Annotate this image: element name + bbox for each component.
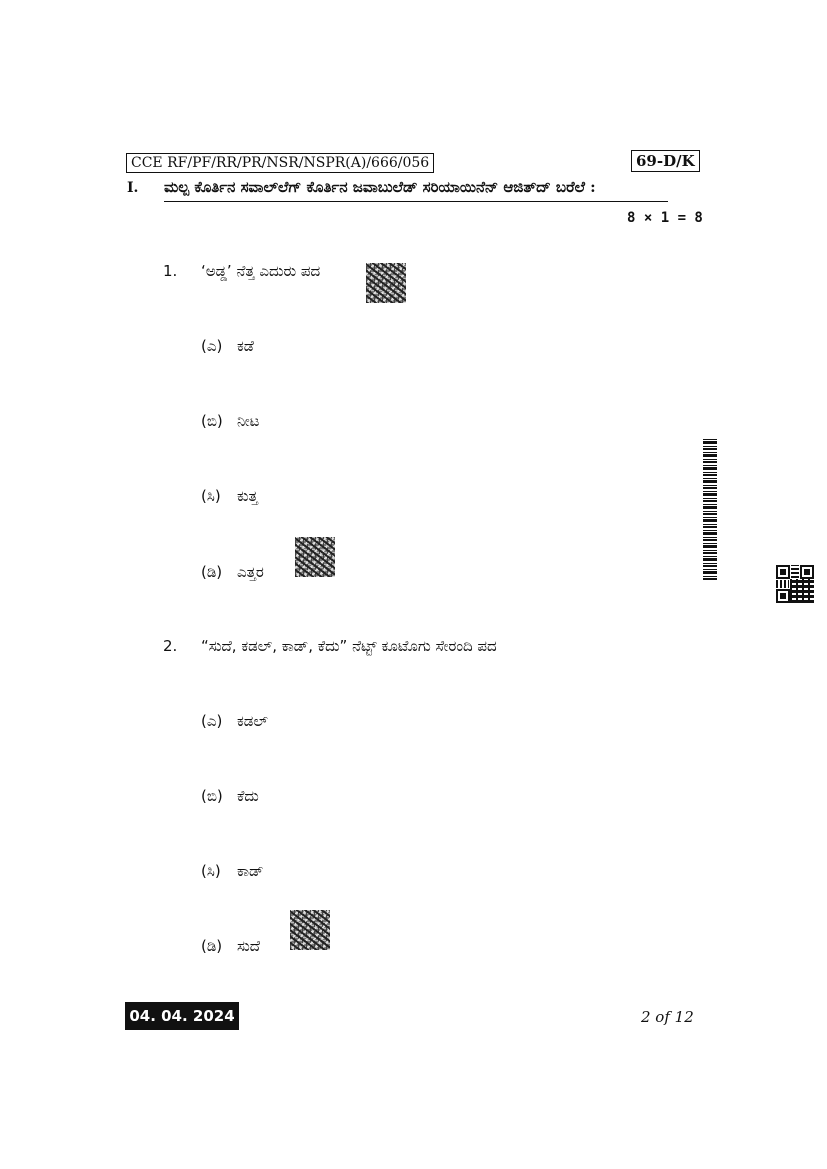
- option-text: ಕಡೆ: [237, 337, 254, 355]
- option-text: ಎತ್ತರ: [237, 563, 264, 581]
- option-item: [201, 487, 258, 505]
- option-label: (ಎ): [201, 337, 223, 355]
- option-text: ಕುತ್ತ: [237, 487, 258, 505]
- option-item: [201, 412, 259, 430]
- section-title: ಮಲ್ಪ ಕೊರ್ತಿನ ಸವಾಲ್‌ಲೆಗ್ ಕೊರ್ತಿನ ಜವಾಬುಲೆಡ್ ಸರಿಯಾಯಿನೆನ್ ಆಜಿತ್‌ದ್ ಬರೆಲೆ :: [164, 178, 668, 202]
- question-text: “ಸುದೆ, ಕಡಲ್, ಕಾಡ್, ಕೆದು” ನೆಟ್ಟ್ ಕೂಟೊಗು ಸೇರಂದಿ ಪದ: [201, 637, 497, 655]
- option-item: [201, 787, 259, 805]
- option-label: (ಸಿ): [201, 862, 221, 880]
- option-item: [201, 712, 268, 730]
- option-item: [201, 563, 264, 581]
- option-text: ಸುದೆ: [237, 937, 261, 955]
- option-text: ಕಾಡ್: [237, 862, 264, 880]
- option-item: [201, 337, 254, 355]
- section-marks: 8 × 1 = 8: [627, 210, 703, 226]
- barcode: [703, 438, 717, 580]
- question-number: 1.: [163, 262, 178, 280]
- exam-date: 04. 04. 2024: [125, 1002, 239, 1030]
- watermark-pattern: [295, 537, 335, 577]
- option-label: (ಸಿ): [201, 487, 221, 505]
- option-label: (ಬಿ): [201, 412, 223, 430]
- option-label: (ಎ): [201, 712, 223, 730]
- option-text: ಕಡಲ್: [237, 712, 268, 730]
- qr-code: [776, 565, 814, 603]
- option-text: ನೀಟ: [237, 412, 260, 430]
- watermark-pattern: [290, 910, 330, 950]
- watermark-pattern: [366, 263, 406, 303]
- option-label: (ಡಿ): [201, 937, 223, 955]
- option-text: ಕೆದು: [237, 787, 259, 805]
- paper-code: 69-D/K: [631, 150, 700, 172]
- question-text: ‘ಅಡ್ಡ’ ನೆತ್ತ ಎದುರು ಪದ: [201, 262, 321, 280]
- option-item: [201, 862, 263, 880]
- exam-code: CCE RF/PF/RR/PR/NSR/NSPR(A)/666/056: [126, 153, 434, 173]
- option-item: [201, 937, 260, 955]
- page-number: 2 of 12: [641, 1008, 694, 1026]
- section-number: I.: [127, 180, 139, 196]
- question-number: 2.: [163, 637, 178, 655]
- option-label: (ಬಿ): [201, 787, 223, 805]
- option-label: (ಡಿ): [201, 563, 223, 581]
